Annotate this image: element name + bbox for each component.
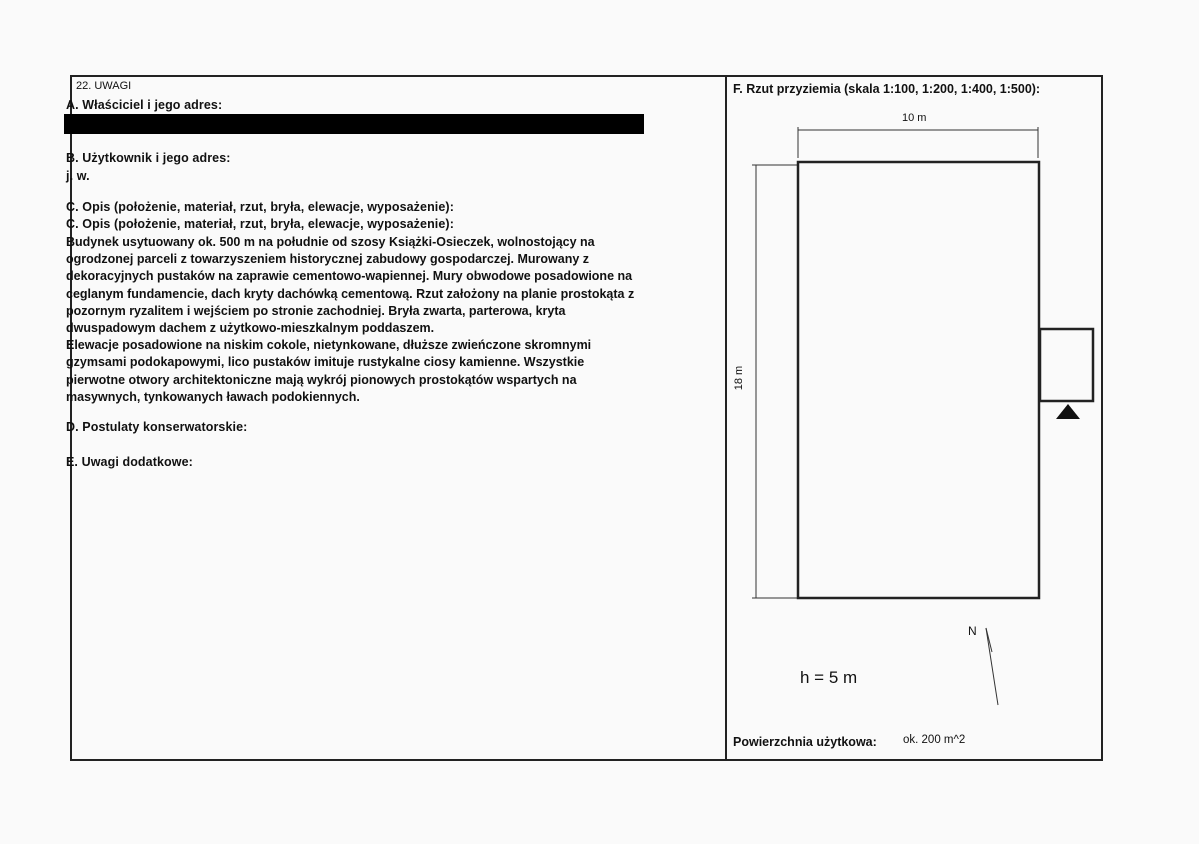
uwagi-label: 22. UWAGI	[76, 80, 132, 92]
floor-plan-title: F. Rzut przyziemia (skala 1:100, 1:200, 1:400, 1:500):	[733, 82, 1041, 96]
description-line: ceglanym fundamencie, dach kryty dachówką cementową. Rzut założony na planie prostokąta z	[66, 286, 635, 301]
north-label: N	[968, 624, 977, 638]
usable-area-value: ok. 200 m^2	[903, 734, 966, 746]
height-label: h = 5 m	[800, 668, 858, 687]
north-arrow-icon	[986, 628, 998, 705]
section-b-heading: B. Użytkownik i jego adres:	[66, 151, 231, 165]
description-line: dwuspadowym dachem z użytkowo-mieszkalnym poddaszem.	[66, 321, 435, 336]
width-dimension-label: 10 m	[902, 112, 927, 124]
section-c-heading: C. Opis (położenie, materiał, rzut, bryła, elewacje, wyposażenie):	[66, 200, 454, 214]
description-line: gzymsami podokapowymi, lico pustaków imituje rustykalne ciosy kamienne. Wszystkie	[66, 355, 585, 370]
section-c-heading-repeat: C. Opis (położenie, materiał, rzut, bryła, elewacje, wyposażenie):	[66, 217, 454, 231]
description-line: pozornym ryzalitem i wejściem po stronie zachodniej. Bryła zwarta, parterowa, kryta	[66, 303, 566, 318]
description-line: ogrodzonej parceli z towarzyszeniem historycznej zabudowy gospodarczej. Murowany z	[66, 252, 590, 267]
section-a-heading: A. Właściciel i jego adres:	[66, 98, 223, 112]
length-dimension-label: 18 m	[733, 365, 746, 391]
building-outline	[798, 162, 1039, 598]
usable-area-label: Powierzchnia użytkowa:	[733, 735, 877, 749]
section-b-value: j. w.	[66, 169, 90, 183]
section-e-heading: E. Uwagi dodatkowe:	[66, 455, 193, 469]
description-line: masywnych, tynkowanych ławach podokiennych.	[66, 389, 360, 404]
entrance-marker-icon	[1056, 404, 1080, 419]
description-line: pierwotne otwory architektoniczne mają wykrój pionowych prostokątów wspartych na	[66, 372, 577, 387]
description-line: Budynek usytuowany ok. 500 m na południe od szosy Książki-Osieczek, wolnostojący na	[66, 235, 595, 249]
risalit-outline	[1040, 329, 1093, 401]
description-line: dekoracyjnych pustaków na zaprawie cementowo-wapiennej. Mury obwodowe posadowione na	[66, 269, 633, 284]
section-d-heading: D. Postulaty konserwatorskie:	[66, 420, 248, 434]
description-line: Elewacje posadowione na niskim cokole, nietynkowane, dłuższe zwieńczone skromnymi	[66, 338, 592, 353]
